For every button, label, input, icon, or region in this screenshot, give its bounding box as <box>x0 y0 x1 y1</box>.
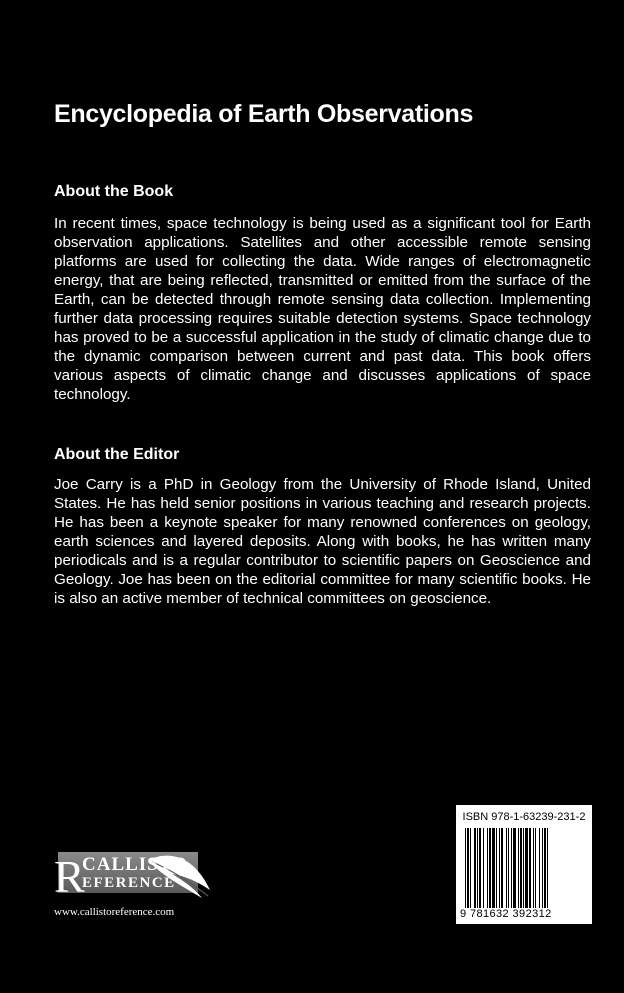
isbn-barcode-box <box>456 805 592 924</box>
about-book-text: In recent times, space technology is being used as a significant tool for Earth observation applications. Satellites and other accessible remote sensing platforms are used for collecting the data. Wide ranges of electromagnetic energy, that are being reflected, transmitted or emitted from the surface of the Earth, can be detected through remote sensing data collection. Implementing further data processing requires suitable detection systems. Space technology has proved to be a successful application in the study of climatic change due to the dynamic comparison between current and past data. This book offers various aspects of climatic change and discusses applications of space technology. <box>54 215 591 403</box>
book-title: Encyclopedia of Earth Observations <box>54 100 474 128</box>
isbn-label: ISBN 978-1-63239-231-2 <box>462 811 586 823</box>
about-book-heading: About the Book <box>54 183 174 200</box>
about-editor-text: Joe Carry is a PhD in Geology from the University of Rhode Island, United States. He has held senior positions in various teaching and research projects. He has been a keynote speaker for many renowned conferences on geology, earth sciences and layered deposits. Along with books, he has written many periodicals and is a regular contributor to scientific papers on Geoscience and Geology. Joe has been on the editorial committee for many scientific books. He is also an active member of technical committees on geoscience. <box>54 476 591 607</box>
publisher-logo <box>54 848 214 904</box>
barcode-image <box>465 828 583 908</box>
logo-letter: R <box>54 851 85 902</box>
logo-word-callisto: CALLISTO <box>82 854 188 875</box>
logo-word-reference: EFERENCE <box>82 875 176 891</box>
barcode-digits: 9 781632 392312 <box>460 908 552 920</box>
publisher-url: www.callistoreference.com <box>54 906 175 918</box>
about-editor-heading: About the Editor <box>54 446 180 463</box>
